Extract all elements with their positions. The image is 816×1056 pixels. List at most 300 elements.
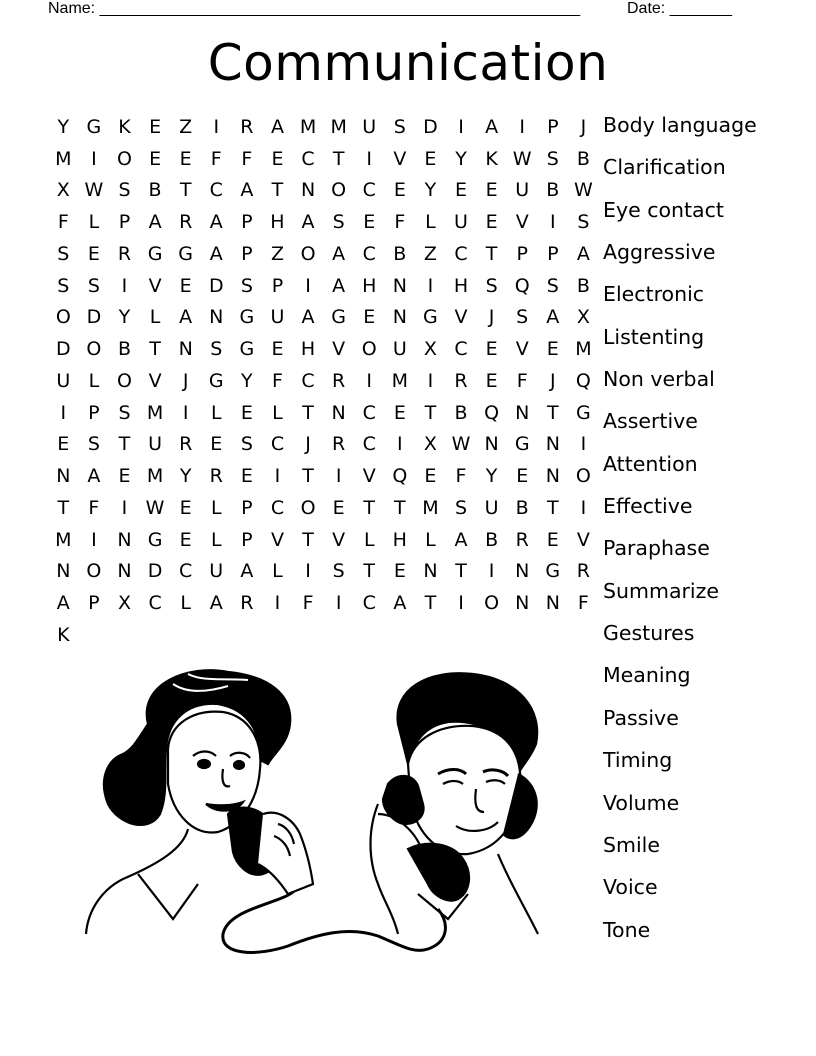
grid-letter: A <box>87 465 101 488</box>
grid-letter: M <box>146 401 164 424</box>
grid-letter: C <box>301 147 315 170</box>
grid-letter: M <box>146 465 164 488</box>
grid-letter: R <box>179 433 193 456</box>
grid-letter: S <box>240 274 253 297</box>
date-field-label: Date: _______ <box>627 0 732 17</box>
grid-letter: V <box>576 528 590 551</box>
grid-letter: I <box>335 465 342 488</box>
word-list-item: Listenting <box>603 324 705 349</box>
grid-letter: F <box>271 369 283 392</box>
grid-letter: W <box>451 433 471 456</box>
grid-letter: P <box>516 242 528 265</box>
grid-letter: J <box>182 369 189 392</box>
grid-letter: N <box>545 465 560 488</box>
grid-letter: C <box>362 433 376 456</box>
grid-letter: B <box>454 401 468 424</box>
grid-letter: E <box>393 179 406 202</box>
grid-letter: I <box>91 528 97 551</box>
grid-letter: L <box>272 560 283 583</box>
grid-letter: F <box>302 592 314 615</box>
grid-letter: O <box>117 369 132 392</box>
grid-letter: T <box>118 433 131 456</box>
grid-letter: I <box>580 433 587 456</box>
word-list-item: Volume <box>603 790 680 815</box>
grid-letter: S <box>332 211 345 234</box>
grid-letter: V <box>362 465 376 488</box>
grid-letter: S <box>118 179 131 202</box>
letter-grid <box>48 111 599 651</box>
grid-letter: X <box>423 338 437 361</box>
grid-letter: Q <box>484 401 500 424</box>
grid-letter: T <box>424 592 437 615</box>
grid-letter: N <box>515 592 530 615</box>
grid-letter: B <box>117 338 131 361</box>
word-list-item: Tone <box>603 917 651 942</box>
grid-letter: A <box>546 306 560 329</box>
grid-letter: N <box>331 401 346 424</box>
grid-letter: O <box>117 147 132 170</box>
grid-letter: T <box>546 401 559 424</box>
grid-letter: O <box>300 496 316 519</box>
grid-letter: W <box>84 179 104 202</box>
grid-letter: N <box>117 528 132 551</box>
grid-letter: E <box>455 179 468 202</box>
grid-letter: G <box>147 528 163 551</box>
grid-letter: I <box>458 592 464 615</box>
grid-letter: U <box>209 560 224 583</box>
grid-letter: L <box>272 401 283 424</box>
grid-letter: Y <box>241 369 253 392</box>
grid-letter: S <box>485 274 498 297</box>
grid-letter: H <box>300 338 316 361</box>
grid-letter: C <box>362 242 376 265</box>
grid-letter: M <box>55 528 72 551</box>
grid-letter: M <box>299 115 317 138</box>
grid-letter: H <box>270 211 285 234</box>
grid-letter: F <box>210 147 222 170</box>
grid-letter: Z <box>270 242 284 265</box>
grid-letter: M <box>422 496 439 519</box>
grid-letter: V <box>454 306 468 329</box>
grid-letter: R <box>240 115 254 138</box>
grid-letter: E <box>485 338 498 361</box>
grid-letter: P <box>547 242 559 265</box>
grid-letter: H <box>453 274 469 297</box>
grid-letter: F <box>394 211 406 234</box>
grid-letter: S <box>57 274 70 297</box>
grid-letter: B <box>393 242 407 265</box>
grid-letter: I <box>488 560 495 583</box>
word-list-item: Voice <box>603 875 658 900</box>
grid-letter: T <box>149 338 161 361</box>
grid-letter: I <box>427 274 434 297</box>
grid-letter: P <box>88 401 100 424</box>
grid-letter: G <box>178 242 194 265</box>
grid-letter: A <box>332 274 346 297</box>
grid-letter: I <box>458 115 464 138</box>
grid-letter: V <box>148 274 162 297</box>
grid-letter: E <box>424 465 437 488</box>
grid-letter: A <box>240 560 254 583</box>
grid-letter: E <box>149 115 162 138</box>
grid-letter: P <box>88 592 100 615</box>
grid-letter: S <box>393 115 406 138</box>
grid-letter: G <box>514 433 530 456</box>
grid-letter: I <box>549 211 556 234</box>
grid-letter: A <box>485 115 499 138</box>
grid-letter: R <box>179 211 193 234</box>
grid-letter: T <box>332 147 345 170</box>
grid-letter: T <box>363 496 376 519</box>
grid-letter: E <box>179 274 192 297</box>
grid-letter: V <box>332 528 346 551</box>
grid-letter: B <box>576 147 590 170</box>
grid-letter: C <box>270 433 285 456</box>
grid-letter: C <box>362 179 376 202</box>
puzzle-title: Communication <box>207 34 609 92</box>
grid-letter: T <box>179 179 192 202</box>
grid-letter: L <box>210 496 222 519</box>
grid-letter: P <box>271 274 284 297</box>
word-list-item: Attention <box>603 451 698 476</box>
grid-letter: I <box>213 115 220 138</box>
grid-letter: U <box>362 115 377 138</box>
grid-letter: I <box>182 401 189 424</box>
grid-letter: V <box>332 338 346 361</box>
name-field-label: Name: ______________________________________________________ <box>48 0 581 17</box>
grid-letter: E <box>179 528 192 551</box>
grid-letter: L <box>88 369 100 392</box>
grid-letter: S <box>87 433 100 456</box>
grid-letter: B <box>576 274 590 297</box>
grid-letter: E <box>271 147 284 170</box>
grid-letter: E <box>393 560 406 583</box>
grid-letter: R <box>576 560 590 583</box>
grid-letter: V <box>393 147 407 170</box>
grid-letter: R <box>240 592 254 615</box>
word-list-item: Passive <box>603 705 679 730</box>
grid-letter: E <box>485 179 498 202</box>
grid-letter: Q <box>514 274 530 297</box>
grid-letter: D <box>208 274 224 297</box>
grid-letter: M <box>575 338 592 361</box>
grid-letter: I <box>427 369 434 392</box>
grid-letter: L <box>363 528 375 551</box>
grid-letter: F <box>455 465 467 488</box>
grid-letter: G <box>86 115 102 138</box>
grid-letter: T <box>546 496 559 519</box>
grid-letter: O <box>86 560 102 583</box>
grid-letter: I <box>121 496 128 519</box>
grid-letter: G <box>576 401 591 424</box>
grid-letter: E <box>87 242 100 265</box>
grid-letter: A <box>301 306 315 329</box>
grid-letter: A <box>209 211 223 234</box>
grid-letter: M <box>330 115 347 138</box>
grid-letter: G <box>208 369 224 392</box>
grid-letter: N <box>515 401 530 424</box>
grid-letter: E <box>546 528 559 551</box>
grid-letter: O <box>300 242 316 265</box>
grid-letter: Q <box>392 465 408 488</box>
grid-letter: N <box>117 560 132 583</box>
grid-letter: I <box>397 433 403 456</box>
grid-letter: J <box>580 115 587 138</box>
grid-letter: J <box>305 433 311 456</box>
grid-letter: T <box>57 496 70 519</box>
grid-letter: I <box>519 115 525 138</box>
grid-letter: S <box>454 496 468 519</box>
grid-letter: I <box>366 147 373 170</box>
grid-letter: V <box>515 338 529 361</box>
grid-letter: E <box>210 433 223 456</box>
grid-letter: F <box>241 147 253 170</box>
grid-letter: O <box>575 465 591 488</box>
grid-letter: C <box>362 592 376 615</box>
grid-letter: O <box>331 179 347 202</box>
grid-letter: L <box>425 528 436 551</box>
grid-letter: Y <box>118 306 131 329</box>
grid-letter: I <box>305 274 311 297</box>
grid-letter: Y <box>485 465 498 488</box>
grid-letter: S <box>57 242 70 265</box>
grid-letter: E <box>393 401 406 424</box>
grid-letter: S <box>210 338 223 361</box>
grid-letter: E <box>485 369 498 392</box>
grid-letter: T <box>302 401 314 424</box>
grid-letter: C <box>148 592 162 615</box>
phone-cord <box>223 892 446 952</box>
grid-letter: B <box>546 179 560 202</box>
grid-letter: X <box>423 433 437 456</box>
grid-letter: K <box>118 115 131 138</box>
word-list <box>603 104 813 951</box>
grid-letter: B <box>485 528 499 551</box>
grid-letter: U <box>56 369 71 392</box>
word-list-item: Paraphase <box>603 536 710 561</box>
grid-letter: N <box>392 274 407 297</box>
grid-letter: E <box>57 433 70 456</box>
man-on-phone-illustration <box>371 673 539 934</box>
grid-letter: E <box>516 465 529 488</box>
grid-letter: C <box>179 560 193 583</box>
grid-letter: C <box>301 369 315 392</box>
grid-letter: R <box>332 369 346 392</box>
grid-letter: C <box>362 401 376 424</box>
grid-letter: R <box>209 465 223 488</box>
grid-letter: A <box>56 592 70 615</box>
grid-letter: R <box>117 242 132 265</box>
grid-letter: X <box>117 592 131 615</box>
grid-letter: Z <box>423 242 437 265</box>
grid-letter: B <box>515 496 529 519</box>
grid-letter: W <box>512 147 532 170</box>
grid-letter: Y <box>179 465 192 488</box>
grid-letter: N <box>515 560 530 583</box>
grid-letter: K <box>57 623 70 646</box>
grid-letter: I <box>305 560 311 583</box>
word-list-item: Effective <box>603 494 693 519</box>
grid-letter: E <box>149 147 162 170</box>
worksheet-header <box>48 0 748 22</box>
grid-letter: T <box>271 179 284 202</box>
grid-letter: N <box>545 592 560 615</box>
grid-letter: U <box>148 433 163 456</box>
grid-letter: S <box>87 274 100 297</box>
grid-letter: A <box>270 115 284 138</box>
grid-letter: E <box>179 147 192 170</box>
grid-letter: C <box>209 179 223 202</box>
grid-letter: O <box>361 338 377 361</box>
grid-letter: N <box>392 306 407 329</box>
grid-letter: E <box>485 211 498 234</box>
grid-letter: T <box>485 242 498 265</box>
grid-letter: N <box>423 560 438 583</box>
grid-letter: V <box>515 211 529 234</box>
grid-letter: X <box>576 306 590 329</box>
grid-letter: R <box>454 369 468 392</box>
grid-letter: S <box>546 274 559 297</box>
grid-letter: W <box>145 496 165 519</box>
grid-letter: C <box>454 242 468 265</box>
grid-letter: A <box>209 592 223 615</box>
grid-letter: P <box>241 242 253 265</box>
grid-letter: G <box>239 338 255 361</box>
grid-letter: Q <box>575 369 591 392</box>
grid-letter: C <box>454 338 468 361</box>
grid-letter: Y <box>57 115 70 138</box>
grid-letter: I <box>274 465 281 488</box>
grid-letter: A <box>240 179 254 202</box>
grid-letter: O <box>86 338 102 361</box>
grid-letter: M <box>391 369 409 392</box>
grid-letter: I <box>580 496 587 519</box>
grid-letter: T <box>424 401 437 424</box>
grid-letter: E <box>363 211 376 234</box>
grid-letter: F <box>88 496 100 519</box>
word-list-item: Clarification <box>603 155 726 180</box>
grid-letter: S <box>240 433 253 456</box>
grid-letter: S <box>516 306 529 329</box>
word-list-item: Gestures <box>603 621 695 646</box>
grid-letter: N <box>209 306 224 329</box>
grid-letter: E <box>332 496 345 519</box>
grid-letter: E <box>118 465 131 488</box>
grid-letter: N <box>56 560 71 583</box>
grid-letter: H <box>362 274 377 297</box>
word-list-item: Eye contact <box>603 197 724 222</box>
grid-letter: I <box>91 147 97 170</box>
grid-letter: E <box>424 147 437 170</box>
grid-letter: F <box>516 369 528 392</box>
grid-letter: L <box>180 592 191 615</box>
word-list-item: Assertive <box>603 409 698 434</box>
grid-letter: O <box>55 306 71 329</box>
grid-letter: O <box>484 592 500 615</box>
grid-letter: N <box>545 433 560 456</box>
grid-letter: I <box>335 592 342 615</box>
word-list-item: Body language <box>603 113 757 137</box>
grid-letter: D <box>86 306 102 329</box>
grid-letter: E <box>240 465 253 488</box>
grid-letter: U <box>484 496 499 519</box>
grid-letter: Z <box>179 115 193 138</box>
grid-letter: F <box>577 592 589 615</box>
grid-letter: A <box>393 592 407 615</box>
grid-letter: V <box>148 369 162 392</box>
grid-letter: A <box>301 211 315 234</box>
word-list-item: Electronic <box>603 282 705 307</box>
grid-letter: T <box>394 496 406 519</box>
grid-letter: D <box>423 115 438 138</box>
grid-letter: L <box>210 528 222 551</box>
grid-letter: T <box>302 465 314 488</box>
grid-letter: N <box>56 465 71 488</box>
grid-letter: G <box>423 306 438 329</box>
grid-letter: C <box>270 496 285 519</box>
word-list-item: Smile <box>603 832 660 857</box>
grid-letter: T <box>302 528 314 551</box>
grid-letter: I <box>274 592 281 615</box>
grid-letter: V <box>270 528 284 551</box>
grid-letter: E <box>363 306 376 329</box>
grid-letter: X <box>56 179 70 202</box>
grid-letter: F <box>57 211 69 234</box>
telephone-couple-illustration <box>78 664 558 964</box>
grid-letter: U <box>270 306 285 329</box>
grid-letter: L <box>425 211 436 234</box>
grid-letter: G <box>545 560 561 583</box>
grid-letter: U <box>392 338 407 361</box>
grid-letter: U <box>515 179 530 202</box>
grid-letter: U <box>454 211 468 234</box>
grid-letter: Y <box>424 179 437 202</box>
grid-letter: G <box>147 242 163 265</box>
grid-letter: A <box>148 211 162 234</box>
grid-letter: P <box>118 211 131 234</box>
grid-letter: H <box>392 528 407 551</box>
grid-letter: A <box>332 242 346 265</box>
grid-letter: L <box>88 211 100 234</box>
grid-letter: A <box>209 242 223 265</box>
grid-letter: P <box>241 496 253 519</box>
grid-letter: B <box>148 179 162 202</box>
grid-letter: S <box>332 560 345 583</box>
grid-letter: E <box>240 401 253 424</box>
grid-letter: S <box>546 147 559 170</box>
grid-letter: G <box>239 306 255 329</box>
grid-letter: S <box>577 211 590 234</box>
grid-letter: R <box>515 528 529 551</box>
grid-letter: M <box>55 147 72 170</box>
grid-letter: A <box>576 242 590 265</box>
grid-letter: A <box>454 528 468 551</box>
grid-letter: E <box>546 338 559 361</box>
grid-letter: D <box>55 338 71 361</box>
grid-letter: L <box>149 306 161 329</box>
grid-letter: N <box>484 433 499 456</box>
grid-letter: P <box>241 528 253 551</box>
grid-letter: I <box>60 401 67 424</box>
grid-letter: L <box>210 401 222 424</box>
grid-letter: N <box>300 179 316 202</box>
grid-letter: R <box>332 433 346 456</box>
word-list-item: Meaning <box>603 663 691 688</box>
grid-letter: J <box>488 306 495 329</box>
grid-letter: W <box>573 179 593 202</box>
grid-letter: T <box>455 560 467 583</box>
word-list-item: Summarize <box>603 578 720 603</box>
